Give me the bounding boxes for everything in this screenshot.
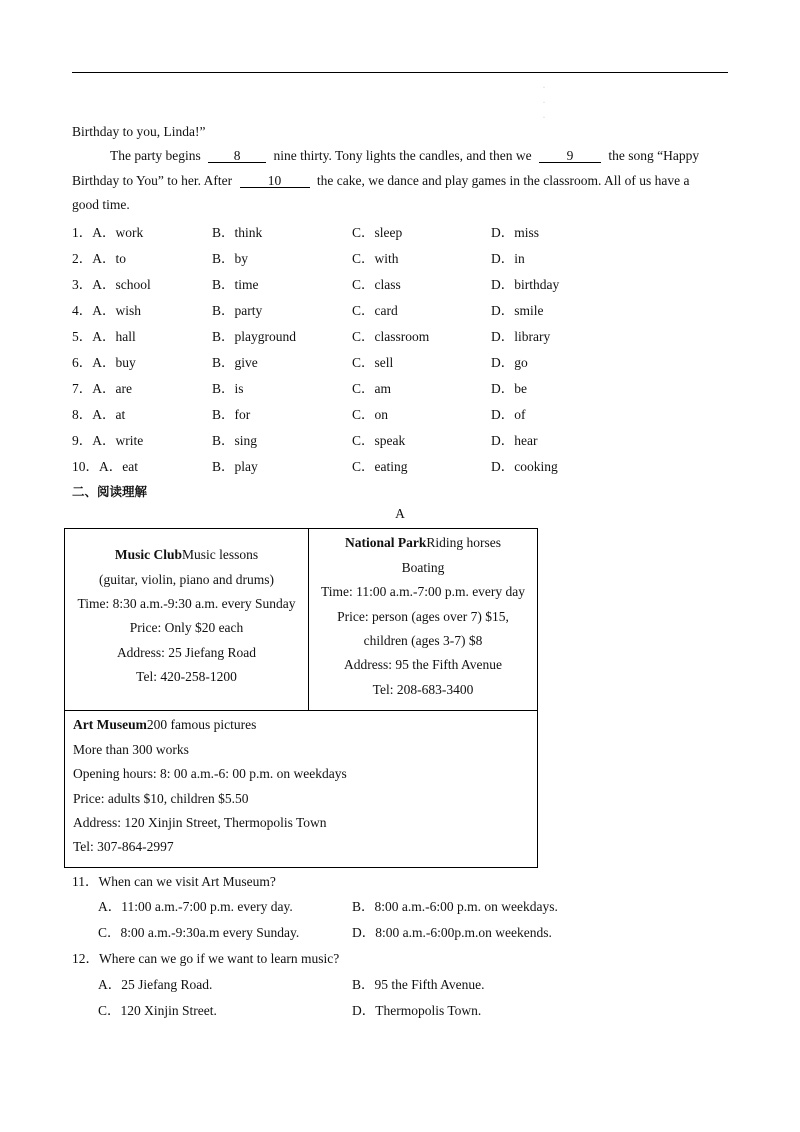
- option-row: [72, 377, 728, 397]
- option-d: D．in: [491, 251, 525, 266]
- music-club-title: [65, 547, 308, 563]
- option-row: [72, 403, 728, 423]
- info-table: [64, 528, 538, 868]
- question-12: 12．Where can we go if we want to learn music?: [72, 951, 340, 966]
- option-c: C．with: [352, 251, 399, 266]
- option-c: C．card: [352, 303, 398, 318]
- option-d: D．birthday: [491, 277, 560, 292]
- answer-option-d: D．8:00 a.m.-6:00p.m.on weekends.: [352, 925, 552, 940]
- option-b: B．playground: [212, 329, 296, 344]
- question-11: 11．When can we visit Art Museum?: [72, 874, 276, 889]
- option-b: B．sing: [212, 433, 258, 448]
- option-b: B．party: [212, 303, 263, 318]
- music-club-price: Price: Only $20 each: [129, 620, 244, 635]
- option-a: 3．A．school: [72, 277, 151, 292]
- art-museum-price: Price: adults $10, children $5.50: [73, 791, 249, 806]
- passage-line-2: [110, 148, 699, 164]
- music-club-address: Address: 25 Jiefang Road: [116, 645, 257, 660]
- option-row: [72, 221, 728, 241]
- art-museum-name: Art Museum: [73, 717, 147, 732]
- blank-8: 8: [208, 149, 266, 163]
- option-d: D．library: [491, 329, 551, 344]
- option-c: C．classroom: [352, 329, 430, 344]
- option-a: 1．A．work: [72, 225, 144, 240]
- passage-text: nine thirty. Tony lights the candles, and then we: [273, 148, 532, 163]
- answer-option-b: B．8:00 a.m.-6:00 p.m. on weekdays.: [352, 899, 558, 914]
- option-d: D．be: [491, 381, 527, 396]
- national-park-address: Address: 95 the Fifth Avenue: [344, 657, 502, 672]
- option-c: C．on: [352, 407, 389, 422]
- answer-option-a: A．25 Jiefang Road.: [98, 977, 213, 992]
- art-museum-hours: Opening hours: 8: 00 a.m.-6: 00 p.m. on weekdays: [73, 766, 347, 781]
- answer-option-a: A．11:00 a.m.-7:00 p.m. every day.: [98, 899, 293, 914]
- option-a: 8．A．at: [72, 407, 126, 422]
- art-museum-tel: Tel: 307-864-2997: [73, 839, 174, 854]
- option-a: 4．A．wish: [72, 303, 142, 318]
- option-a: 6．A．buy: [72, 355, 136, 370]
- answer-option-d: D．Thermopolis Town.: [352, 1003, 482, 1018]
- option-c: C．am: [352, 381, 391, 396]
- art-museum-cell: [65, 711, 537, 867]
- option-d: D．of: [491, 407, 526, 422]
- header-rule: [72, 72, 728, 73]
- passage-line-4: good time.: [72, 197, 130, 212]
- option-b: B．by: [212, 251, 249, 266]
- option-a: 2．A．to: [72, 251, 126, 266]
- option-b: B．give: [212, 355, 258, 370]
- option-c: C．class: [352, 277, 401, 292]
- music-club-name: Music Club: [114, 547, 182, 562]
- option-c: C．speak: [352, 433, 406, 448]
- section-label: A: [395, 506, 405, 521]
- passage-text: The party begins: [110, 148, 201, 163]
- art-museum-subtitle: 200 famous pictures: [146, 717, 257, 732]
- option-a: 7．A．are: [72, 381, 132, 396]
- option-d: D．cooking: [491, 459, 558, 474]
- option-c: C．eating: [352, 459, 408, 474]
- national-park-time: Time: 11:00 a.m.-7:00 p.m. every day: [320, 584, 526, 599]
- option-row: [72, 455, 728, 475]
- option-d: D．hear: [491, 433, 538, 448]
- option-a: 5．A．hall: [72, 329, 136, 344]
- option-row: [72, 325, 728, 345]
- option-row: [72, 351, 728, 371]
- national-park-tel: Tel: 208-683-3400: [372, 682, 474, 697]
- passage-text: the song “Happy: [608, 148, 700, 163]
- option-c: C．sell: [352, 355, 394, 370]
- option-b: B．is: [212, 381, 244, 396]
- national-park-price-children: children (ages 3-7) $8: [363, 633, 483, 648]
- passage-text: Birthday to You” to her. After: [72, 173, 233, 188]
- blank-10: 10: [240, 174, 310, 188]
- music-club-subtitle: Music lessons: [182, 547, 259, 562]
- option-d: D．go: [491, 355, 528, 370]
- section-heading: 二、阅读理解: [72, 484, 148, 499]
- answer-option-c: C．120 Xinjin Street.: [98, 1003, 217, 1018]
- music-club-time: Time: 8:30 a.m.-9:30 a.m. every Sunday: [77, 596, 296, 611]
- option-b: B．play: [212, 459, 258, 474]
- music-club-instruments: (guitar, violin, piano and drums): [99, 572, 274, 587]
- passage-text: the cake, we dance and play games in the classroom. All of us have a: [316, 173, 690, 188]
- blank-9: 9: [539, 149, 601, 163]
- music-club-cell: [65, 529, 309, 711]
- national-park-subtitle: Riding horses: [426, 535, 502, 550]
- option-row: [72, 299, 728, 319]
- passage-line-1: Birthday to you, Linda!”: [72, 124, 206, 139]
- option-row: [72, 429, 728, 449]
- option-b: B．think: [212, 225, 263, 240]
- art-museum-address: Address: 120 Xinjin Street, Thermopolis Town: [73, 815, 327, 830]
- option-d: D．miss: [491, 225, 540, 240]
- option-a: 10．A．eat: [72, 459, 138, 474]
- art-museum-works: More than 300 works: [73, 742, 189, 757]
- music-club-tel: Tel: 420-258-1200: [136, 669, 237, 684]
- passage-line-3: [72, 173, 690, 189]
- national-park-name: National Park: [344, 535, 427, 550]
- option-row: [72, 247, 728, 267]
- option-a: 9．A．write: [72, 433, 144, 448]
- answer-option-b: B．95 the Fifth Avenue.: [352, 977, 485, 992]
- art-museum-title: [73, 717, 256, 733]
- option-b: B．for: [212, 407, 251, 422]
- option-d: D．smile: [491, 303, 544, 318]
- answer-option-c: C．8:00 a.m.-9:30a.m every Sunday.: [98, 925, 300, 940]
- option-row: [72, 273, 728, 293]
- option-c: C．sleep: [352, 225, 403, 240]
- national-park-activity: Boating: [401, 560, 445, 575]
- option-b: B．time: [212, 277, 259, 292]
- margin-marks: · · ·: [543, 85, 545, 121]
- national-park-cell: [309, 529, 537, 711]
- national-park-title: [309, 535, 537, 551]
- national-park-price: Price: person (ages over 7) $15,: [337, 609, 509, 624]
